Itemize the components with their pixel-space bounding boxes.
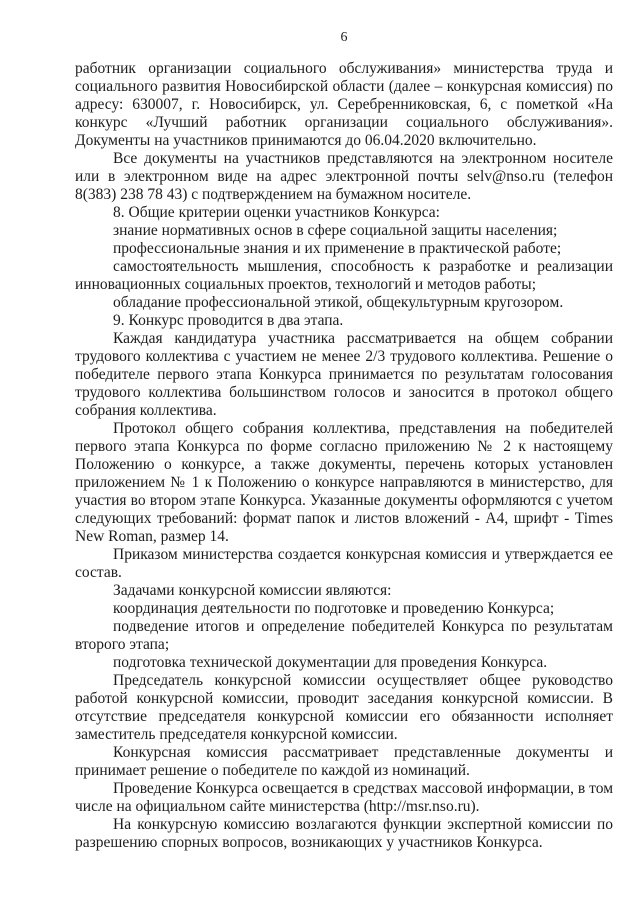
paragraph: знание нормативных основ в сфере социальной защиты населения; <box>113 222 558 239</box>
paragraph: Председатель конкурсной комиссии осуществляет общее руководство работой конкурсной комиссии, проводит заседания конкурсной комиссии. В отсутствие председателя конкурсной комиссии его обязанности исполняет заместитель председателя конкурсной комиссии. <box>75 672 613 743</box>
paragraph: 8. Общие критерии оценки участников Конкурса: <box>113 204 440 221</box>
paragraph: На конкурсную комиссию возлагаются функции экспертной комиссии по разрешению спорных вопросов, возникающих у участников Конкурса. <box>75 816 613 851</box>
paragraph: Все документы на участников представляются на электронном носителе или в электронном виде на адрес электронной почты selv@nso.ru (телефон 8(383) 238 78 43) с подтверждением на бумажном носителе. <box>75 150 613 203</box>
paragraph: Конкурсная комиссия рассматривает представленные документы и принимает решение о победителе по каждой из номинаций. <box>75 744 613 779</box>
paragraph: Протокол общего собрания коллектива, представления на победителей первого этапа Конкурса по форме согласно приложению № 2 к настоящему Положению о конкурсе, а также документы, перечень которых установлен приложением № 1 к Положению о конкурсе направляются в министерство, для участия во втором этапе Конкурса. Указанные документы оформляются с учетом следующих требований: формат папок и листов вложений - А4, шрифт - Times New Roman, размер 14. <box>75 420 613 545</box>
paragraph: подведение итогов и определение победителей Конкурса по результатам второго этапа; <box>75 618 613 653</box>
paragraph: Приказом министерства создается конкурсная комиссия и утверждается ее состав. <box>75 546 613 581</box>
paragraph: профессиональные знания и их применение в практической работе; <box>113 240 562 257</box>
page-number: 6 <box>340 30 348 45</box>
paragraph: работник организации социального обслуживания» министерства труда и социального развития Новосибирской области (далее – конкурсная комиссия) по адресу: 630007, г. Новосибирск, ул. Серебренниковская, 6, с пометкой «На конкурс «Лучший работник организации социального обслуживания». Документы на участников принимаются до 06.04.2020 включительно. <box>75 60 613 149</box>
paragraph: Задачами конкурсной комиссии являются: <box>113 582 392 599</box>
paragraph: Проведение Конкурса освещается в средствах массовой информации, в том числе на официальном сайте министерства (http://msr.nso.ru). <box>75 780 613 815</box>
document-body <box>75 60 613 852</box>
paragraph: 9. Конкурс проводится в два этапа. <box>113 312 344 329</box>
paragraph: подготовка технической документации для проведения Конкурса. <box>113 654 548 671</box>
paragraph: обладание профессиональной этикой, общекультурным кругозором. <box>113 294 564 311</box>
paragraph: координация деятельности по подготовке и проведению Конкурса; <box>113 600 555 617</box>
paragraph: Каждая кандидатура участника рассматривается на общем собрании трудового коллектива с участием не менее 2/3 трудового коллектива. Решение о победителе первого этапа Конкурса принимается по результатам голосования трудового коллектива большинством голосов и заносится в протокол общего собрания коллектива. <box>75 330 613 419</box>
paragraph: самостоятельность мышления, способность к разработке и реализации инновационных социальных проектов, технологий и методов работы; <box>75 258 613 293</box>
